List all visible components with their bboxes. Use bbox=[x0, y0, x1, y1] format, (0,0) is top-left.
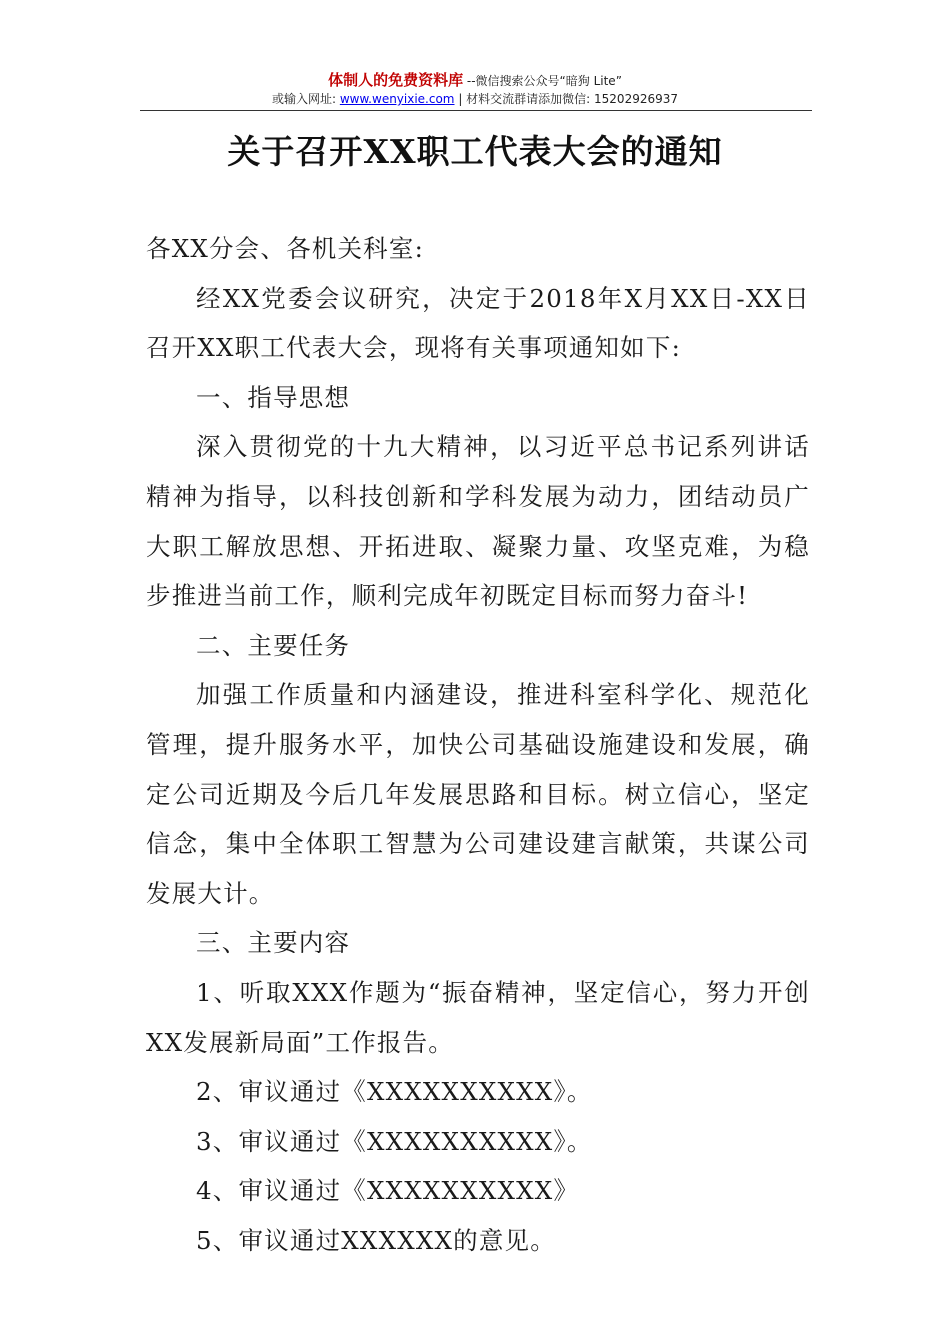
content-item-3: 3、审议通过《XXXXXXXXXX》。 bbox=[196, 1126, 593, 1156]
section-paragraph-1: 深入贯彻党的十九大精神，以习近平总书记系列讲话精神为指导，以科技创新和学科发展为动力，团结动员广大职工解放思想、开拓进取、凝聚力量、攻坚克难，为稳步推进当前工作，顺利完成年初既定目标而努力奋斗! bbox=[146, 432, 810, 611]
section-paragraph-2: 加强工作质量和内涵建设，推进科室科学化、规范化管理，提升服务水平，加快公司基础设施建设和发展，确定公司近期及今后几年发展思路和目标。树立信心，坚定信念，集中全体职工智慧为公司建设建言献策，共谋公司发展大计。 bbox=[146, 680, 810, 908]
header-divider bbox=[140, 110, 812, 111]
intro-paragraph: 经XX党委会议研究，决定于2018年X月XX日-XX日召开XX职工代表大会，现将有关事项通知如下: bbox=[146, 283, 810, 363]
page-header bbox=[140, 70, 810, 108]
content-item-5: 5、审议通过XXXXXX的意见。 bbox=[196, 1225, 556, 1255]
header-contact bbox=[140, 90, 810, 108]
header-banner bbox=[140, 70, 810, 90]
content-item-1: 1、听取XXX作题为“振奋精神，坚定信心，努力开创XX发展新局面”工作报告。 bbox=[146, 977, 810, 1057]
header-tagline: --微信搜索公众号“暗狗 Lite” bbox=[463, 74, 622, 88]
content-item-2: 2、审议通过《XXXXXXXXXX》。 bbox=[196, 1077, 593, 1107]
section-heading-1: 一、指导思想 bbox=[196, 382, 351, 412]
url-prefix: 或输入网址: bbox=[271, 92, 340, 106]
salutation: 各XX分会、各机关科室: bbox=[146, 234, 425, 263]
document-body bbox=[146, 224, 810, 1265]
document-title: 关于召开XX职工代表大会的通知 bbox=[227, 132, 723, 171]
section-heading-3: 三、主要内容 bbox=[196, 928, 351, 958]
website-link[interactable]: www.wenyixie.com bbox=[339, 92, 455, 106]
section-heading-2: 二、主要任务 bbox=[196, 630, 351, 660]
content-item-4: 4、审议通过《XXXXXXXXXX》 bbox=[196, 1176, 580, 1206]
brand-name: 体制人的免费资料库 bbox=[328, 71, 464, 89]
contact-suffix: | 材料交流群请添加微信: 15202926937 bbox=[454, 92, 679, 106]
